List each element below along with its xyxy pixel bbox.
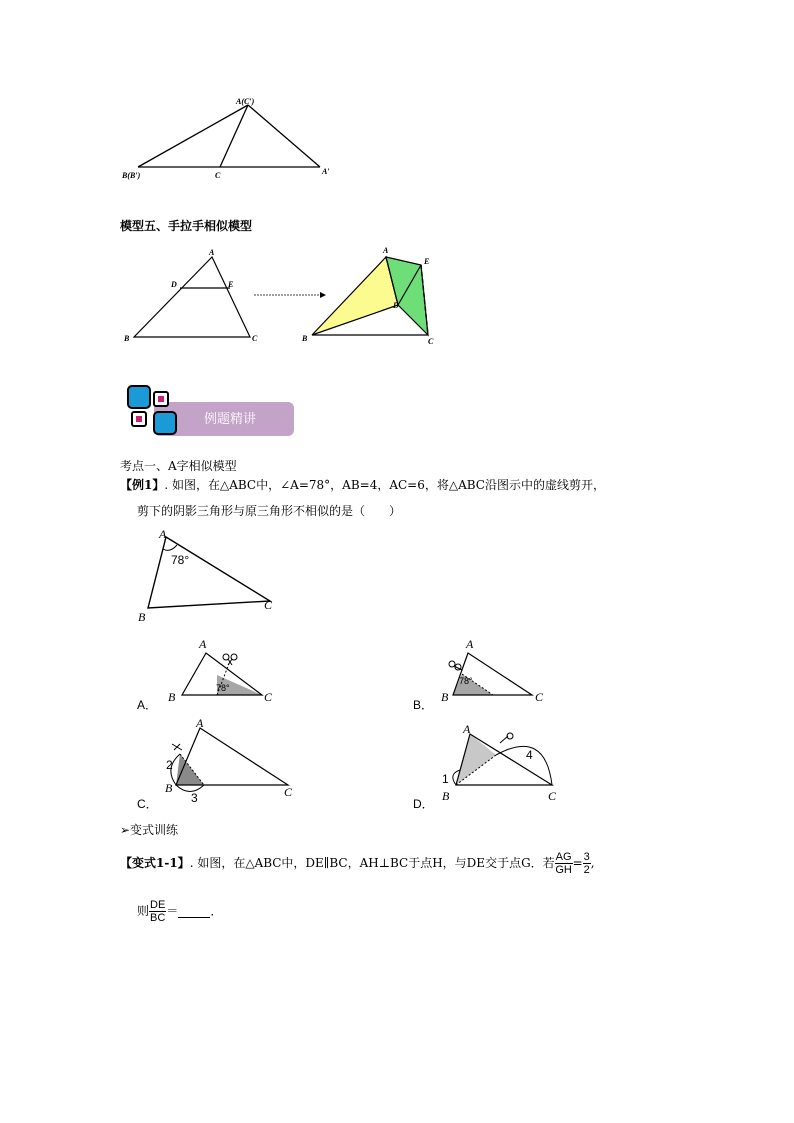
banner-square-blue-1 <box>128 386 150 408</box>
frac3-den: BC <box>150 911 166 924</box>
fig2-right-yellow <box>312 257 398 335</box>
fig2l-label-d: D <box>171 280 177 289</box>
fig2l-label-e: E <box>228 280 234 289</box>
figure-1 <box>110 95 350 185</box>
opt-d-num-1: 1 <box>442 772 449 786</box>
opt-a-label-a: A <box>199 637 207 651</box>
fraction-ag-gh <box>555 851 573 876</box>
fig1-line-a-a2 <box>248 105 320 167</box>
main-label-a: A <box>159 527 167 541</box>
opt-a-label-c: C <box>264 690 273 704</box>
fig2l-label-b: B <box>124 334 130 343</box>
opt-b-label-b: B <box>441 690 449 704</box>
scissors-icon <box>172 744 182 750</box>
variant-period: ． <box>210 904 223 918</box>
opt-a-label-b: B <box>168 690 176 704</box>
banner-title: 例题精讲 <box>204 412 257 427</box>
answer-blank[interactable] <box>178 905 210 918</box>
kaodian-heading: 考点一、A字相似模型 <box>120 459 237 473</box>
opt-b-label-a: A <box>466 637 474 651</box>
fig2l-label-a: A <box>209 248 215 257</box>
example1-line1 <box>120 477 605 493</box>
opt-b-angle: 78° <box>459 676 473 686</box>
opt-c-num-3: 3 <box>191 791 198 805</box>
fraction-de-bc <box>149 899 166 924</box>
fig1-label-top: A(C′) <box>236 97 255 106</box>
fig1-line-b-a <box>138 105 248 167</box>
opt-a-angle: 78° <box>216 683 230 693</box>
angle-arc <box>163 545 177 550</box>
opt-b-label[interactable]: B． <box>413 698 434 712</box>
figure-2-left <box>120 245 260 345</box>
main-angle: 78° <box>171 553 190 567</box>
section5-heading: 模型五、手拉手相似模型 <box>120 219 253 233</box>
fig2r-label-e: E <box>424 257 430 266</box>
fig2l-label-c: C <box>252 334 258 343</box>
example1-tag: 【例1】 <box>120 478 165 492</box>
opt-c-label[interactable]: C． <box>137 797 158 811</box>
variant-text1: . 如图，在△ABC中，DE∥BC，AH⊥BC于点H，与DE交于点G．若 <box>189 856 555 870</box>
fig2r-label-c: C <box>428 337 434 346</box>
variant-text2-post: ＝ <box>166 904 179 918</box>
frac2-num: 3 <box>583 850 590 863</box>
variant-line1 <box>120 848 595 878</box>
opt-d-label-b: B <box>442 789 450 803</box>
fig1-label-right: A′ <box>322 167 330 176</box>
fig1-line-c-a <box>220 105 248 167</box>
opt-c-label-b: B <box>165 781 173 795</box>
variant-comma: , <box>590 856 595 870</box>
opt-b-label-c: C <box>535 690 544 704</box>
opt-d-label[interactable]: D． <box>413 797 434 811</box>
option-d-figure <box>440 718 570 798</box>
example1-line2: 剪下的阴影三角形与原三角形不相似的是（ ） <box>137 504 402 518</box>
frac1-num: AG <box>555 850 572 863</box>
fig2r-label-a: A <box>383 246 389 255</box>
variant-eq: = <box>572 856 583 870</box>
scissors-icon <box>500 733 513 743</box>
opt-c-label-c: C <box>284 785 293 799</box>
opt-d-shaded <box>456 734 496 785</box>
scissors-icon <box>223 654 237 665</box>
fig2r-label-b: B <box>302 334 308 343</box>
variant-heading: ➢变式训练 <box>120 823 179 837</box>
frac2-den: 2 <box>583 863 590 876</box>
opt-d-num-4: 4 <box>526 748 533 762</box>
fig2r-label-d: D <box>393 301 399 310</box>
frac3-num: DE <box>150 898 166 911</box>
opt-d-label-c: C <box>548 789 557 803</box>
variant-line2 <box>137 896 222 926</box>
variant-tag: 【变式1-1】 <box>120 856 190 870</box>
scissors-icon <box>449 661 462 670</box>
opt-a-label[interactable]: A． <box>137 698 158 712</box>
opt-c-num-2: 2 <box>166 758 173 772</box>
example1-text1: . 如图，在△ABC中，∠A=78°，AB=4，AC=6，将△ABC沿图示中的虚线剪开， <box>164 478 605 492</box>
fig1-label-mid: C <box>215 171 221 180</box>
opt-c-arc-bottom <box>176 785 204 792</box>
opt-d-label-a: A <box>463 722 471 736</box>
fraction-3-2 <box>583 851 591 876</box>
main-label-b: B <box>138 610 146 624</box>
main-triangle-shape <box>148 537 270 608</box>
frac1-den: GH <box>555 863 572 876</box>
opt-c-label-a: A <box>196 716 204 730</box>
banner-square-blue-2 <box>154 412 176 434</box>
fig1-label-left: B(B′) <box>122 171 141 180</box>
variant-text2-pre: 则 <box>137 904 150 918</box>
main-label-c: C <box>264 598 273 612</box>
fig2-left-triangle <box>134 257 250 337</box>
option-c-figure <box>160 718 300 798</box>
